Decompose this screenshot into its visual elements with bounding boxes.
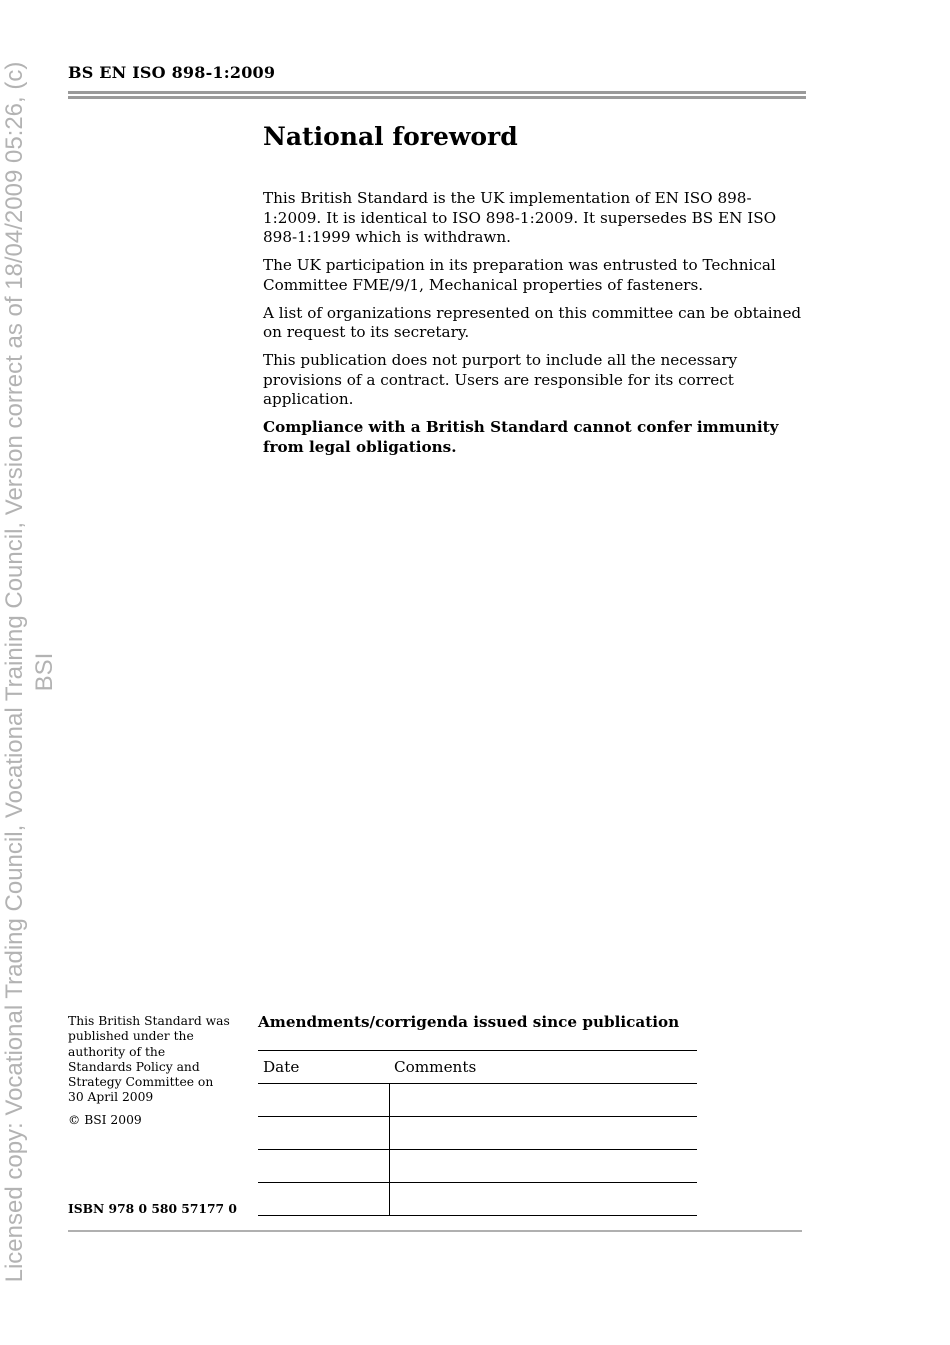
isbn: ISBN 978 0 580 57177 0 bbox=[68, 1201, 237, 1216]
paragraph-participation: The UK participation in its preparation was entrusted to Technical Committee FME/9/1, Mechanical properties of fasteners. bbox=[263, 256, 776, 294]
table-cell-comments bbox=[389, 1117, 697, 1150]
table-row bbox=[258, 1150, 697, 1183]
watermark-line-2: BSI bbox=[31, 652, 58, 692]
page-title: National foreword bbox=[263, 122, 518, 151]
publication-imprint bbox=[68, 1014, 230, 1128]
table-row bbox=[258, 1183, 697, 1216]
amendments-table bbox=[258, 1050, 697, 1216]
watermark-line-1: Licensed copy: Vocational Trading Council, Vocational Training Council, Version correct as of 18/04/2009 05:26, (c) bbox=[1, 61, 28, 1283]
table-cell-date bbox=[258, 1150, 389, 1183]
standard-reference: BS EN ISO 898-1:2009 bbox=[68, 63, 276, 82]
imprint-authority-text: This British Standard was published under the authority of the Standards Policy and Strategy Committee on 30 April 2009 bbox=[68, 1014, 230, 1105]
column-header-comments: Comments bbox=[389, 1051, 697, 1084]
footer-rule bbox=[68, 1230, 802, 1232]
table-cell-date bbox=[258, 1183, 389, 1216]
table-cell-date bbox=[258, 1084, 389, 1117]
table-cell-comments bbox=[389, 1084, 697, 1117]
paragraph-implementation: This British Standard is the UK implementation of EN ISO 898-1:2009. It is identical to ISO 898-1:2009. It supersedes BS EN ISO 898-1:1999 which is withdrawn. bbox=[263, 189, 777, 246]
amendments-title: Amendments/corrigenda issued since publication bbox=[258, 1013, 680, 1031]
table-row bbox=[258, 1084, 697, 1117]
table-header-row bbox=[258, 1051, 697, 1084]
paragraph-provisions: This publication does not purport to include all the necessary provisions of a contract. Users are responsible for its correct application. bbox=[263, 351, 738, 408]
paragraph-organizations: A list of organizations represented on this committee can be obtained on request to its secretary. bbox=[263, 303, 802, 341]
table-cell-date bbox=[258, 1117, 389, 1150]
foreword-body bbox=[263, 189, 803, 466]
header-double-rule bbox=[68, 91, 806, 100]
paragraph-compliance: Compliance with a British Standard cannot confer immunity from legal obligations. bbox=[263, 418, 779, 456]
copyright-notice: © BSI 2009 bbox=[68, 1112, 142, 1127]
license-watermark bbox=[0, 0, 60, 1345]
table-row bbox=[258, 1117, 697, 1150]
table-cell-comments bbox=[389, 1150, 697, 1183]
column-header-date: Date bbox=[258, 1051, 389, 1084]
table-cell-comments bbox=[389, 1183, 697, 1216]
